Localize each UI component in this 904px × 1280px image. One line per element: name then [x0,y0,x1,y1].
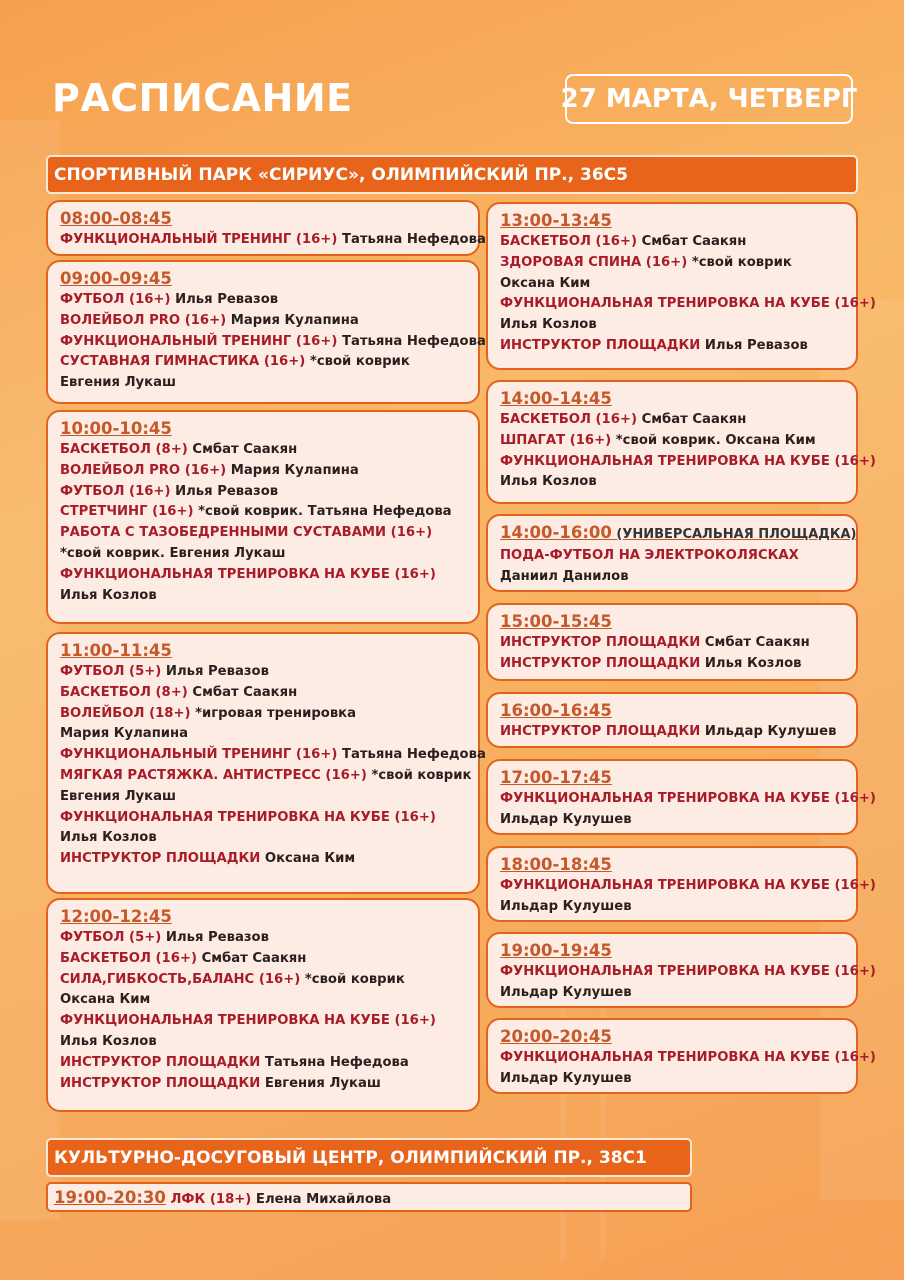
instructor-name: Илья Козлов [60,830,157,846]
instructor-name: *свой коврик [687,254,792,270]
slot-kdc-1900 [46,1182,692,1212]
schedule-line [60,352,478,373]
activity-name: БАСКЕТБОЛ (16+) [500,412,637,427]
slot-time: 14:00-14:45 [500,389,612,408]
schedule-line [60,787,478,808]
slot-1800 [486,846,876,922]
activity-name: ФУНКЦИОНАЛЬНЫЙ ТРЕНИНГ (16+) [60,333,338,349]
schedule-line [500,810,856,831]
instructor-name: Илья Козлов [500,317,597,333]
slot-time: 15:00-15:45 [500,612,612,631]
schedule-line [500,897,856,918]
slot-1300 [486,202,876,370]
instructor-name: Оксана Ким [260,851,356,867]
activity-name: ИНСТРУКТОР ПЛОЩАДКИ [60,1075,261,1091]
schedule-line [500,983,856,1004]
instructor-name: Даниил Данилов [500,568,629,584]
slot-1600 [486,692,858,748]
schedule-line [60,290,478,311]
venue-header-kdc: КУЛЬТУРНО-ДОСУГОВЫЙ ЦЕНТР, ОЛИМПИЙСКИЙ ПР., 38С1 [46,1138,692,1177]
schedule-line [60,828,478,849]
activity-name: ПОДА-ФУТБОЛ НА ЭЛЕКТРОКОЛЯСКАХ [500,548,799,563]
instructor-name: *свой коврик. Татьяна Нефедова [193,504,452,520]
schedule-line [60,230,486,251]
schedule-line [60,1053,478,1074]
slot-time: 08:00-08:45 [60,209,172,228]
schedule-line [500,232,856,253]
instructor-name: Мария Кулапина [60,726,189,742]
instructor-name: Илья Ревазов [170,483,279,499]
schedule-line [60,849,478,870]
activity-name: ФУТБОЛ (5+) [60,664,162,679]
schedule-line [500,431,856,452]
instructor-name: Илья Козлов [700,655,802,671]
activity-name: СТРЕТЧИНГ (16+) [60,504,194,520]
slot-note: (УНИВЕРСАЛЬНАЯ ПЛОЩАДКА) [611,527,857,542]
instructor-name: Смбат Саакян [196,950,307,966]
schedule-line [60,1011,478,1032]
instructor-name: Илья Козлов [60,1033,157,1049]
instructor-name: Татьяна Нефедова [337,747,486,763]
activity-name: ЛФК (18+) [165,1192,252,1207]
schedule-line [500,274,856,295]
schedule-line [60,704,478,725]
schedule-line [500,452,876,473]
schedule-line [60,662,478,683]
instructor-name: Евгения Лукаш [60,375,177,391]
activity-name: ФУНКЦИОНАЛЬНАЯ ТРЕНИРОВКА НА КУБЕ (16+) [60,809,436,825]
slot-time: 12:00-12:45 [60,907,172,926]
instructor-name: Ильдар Кулушев [500,984,632,1000]
schedule-line [60,949,478,970]
slot-1100 [46,632,486,894]
slot-time: 18:00-18:45 [500,855,612,874]
schedule-line [60,523,478,544]
slot-time: 11:00-11:45 [60,641,172,660]
slot-time: 16:00-16:45 [500,701,612,720]
instructor-name: Татьяна Нефедова [260,1054,409,1070]
schedule-line [60,373,478,394]
activity-name: ФУНКЦИОНАЛЬНАЯ ТРЕНИРОВКА НА КУБЕ (16+) [60,1013,436,1029]
activity-name: ШПАГАТ (16+) [500,432,612,448]
schedule-line [60,544,478,565]
schedule-line [500,962,876,983]
date-badge: 27 МАРТА, ЧЕТВЕРГ [565,74,853,124]
activity-name: ВОЛЕЙБОЛ (18+) [60,705,191,721]
instructor-name: Елена Михайлова [251,1192,392,1207]
instructor-name: Татьяна Нефедова [337,232,486,247]
instructor-name: Илья Ревазов [700,337,808,353]
schedule-line [60,1074,478,1095]
schedule-line [500,410,856,431]
instructor-name: Ильдар Кулушев [700,724,837,739]
activity-name: ИНСТРУКТОР ПЛОЩАДКИ [500,724,701,739]
schedule-line [500,1069,856,1090]
activity-name: ФУНКЦИОНАЛЬНАЯ ТРЕНИРОВКА НА КУБЕ (16+) [500,296,876,312]
instructor-name: *свой коврик. Евгения Лукаш [60,545,286,561]
venue-header-sirius: СПОРТИВНЫЙ ПАРК «СИРИУС», ОЛИМПИЙСКИЙ ПР., 36С5 [46,155,858,194]
activity-name: ВОЛЕЙБОЛ PRO (16+) [60,312,227,328]
instructor-name: Ильдар Кулушев [500,1070,632,1086]
schedule-line [60,766,478,787]
slot-time: 19:00-20:30 [54,1188,166,1207]
activity-name: БАСКЕТБОЛ (8+) [60,442,188,457]
slot-time: 13:00-13:45 [500,211,612,230]
slot-time-value: 14:00-16:00 [500,523,612,542]
slot-1500 [486,603,858,681]
slot-1900 [486,932,876,1008]
schedule-line [500,336,856,357]
slot-1700 [486,759,876,835]
activity-name: ФУНКЦИОНАЛЬНАЯ ТРЕНИРОВКА НА КУБЕ (16+) [500,791,876,806]
activity-name: СУСТАВНАЯ ГИМНАСТИКА (16+) [60,354,306,370]
instructor-name: Илья Козлов [500,474,597,490]
schedule-line [500,253,856,274]
instructor-name: *свой коврик [300,971,405,987]
schedule-line [500,546,856,567]
activity-name: БАСКЕТБОЛ (16+) [500,234,637,249]
instructor-name: Мария Кулапина [226,462,359,478]
schedule-line [60,724,478,745]
page-title: РАСПИСАНИЕ [52,76,353,120]
schedule-line [60,928,478,949]
instructor-name: *свой коврик. Оксана Ким [611,432,816,448]
slot-time [500,521,856,546]
instructor-name: Оксана Ким [60,992,151,1008]
slot-1200 [46,898,480,1112]
instructor-name: *свой коврик [305,354,410,370]
slot-1000 [46,410,480,624]
schedule-line [60,970,478,991]
instructor-name: Мария Кулапина [226,312,359,328]
slot-time: 10:00-10:45 [60,419,172,438]
activity-name: ФУНКЦИОНАЛЬНАЯ ТРЕНИРОВКА НА КУБЕ (16+) [500,878,876,893]
schedule-line [60,332,486,353]
activity-name: ИНСТРУКТОР ПЛОЩАДКИ [60,1054,261,1070]
slot-2000 [486,1018,876,1094]
schedule-line [500,633,856,654]
slot-1400-universal [486,514,858,592]
instructor-name: Смбат Саакян [636,234,747,249]
schedule-line [500,567,856,588]
slot-time: 20:00-20:45 [500,1027,612,1046]
schedule-line [500,654,856,675]
schedule-line [60,683,478,704]
schedule-line [60,586,478,607]
instructor-name: Илья Ревазов [161,930,269,945]
instructor-name: Евгения Лукаш [60,788,177,804]
activity-name: ФУНКЦИОНАЛЬНАЯ ТРЕНИРОВКА НА КУБЕ (16+) [60,566,436,582]
slot-0800 [46,200,486,256]
activity-name: ИНСТРУКТОР ПЛОЩАДКИ [500,635,701,650]
activity-name: ВОЛЕЙБОЛ PRO (16+) [60,462,227,478]
instructor-name: Илья Козлов [60,587,157,603]
activity-name: ИНСТРУКТОР ПЛОЩАДКИ [500,337,701,353]
instructor-name: Илья Ревазов [161,664,269,679]
instructor-name: Евгения Лукаш [260,1075,381,1091]
activity-name: ЗДОРОВАЯ СПИНА (16+) [500,254,688,270]
slot-1400 [486,380,876,504]
activity-name: ИНСТРУКТОР ПЛОЩАДКИ [500,655,701,671]
schedule-line [60,482,478,503]
schedule-line [60,440,478,461]
schedule-line [500,294,876,315]
schedule-line [60,502,478,523]
schedule-line [60,808,478,829]
instructor-name: Смбат Саакян [187,442,298,457]
schedule-line [60,990,478,1011]
activity-name: ФУНКЦИОНАЛЬНАЯ ТРЕНИРОВКА НА КУБЕ (16+) [500,964,876,979]
schedule-line [500,472,856,493]
activity-name: ФУТБОЛ (16+) [60,483,171,499]
slot-0900 [46,260,486,404]
schedule-line [60,461,478,482]
schedule-line [500,1048,876,1069]
schedule-line [500,722,856,743]
activity-name: РАБОТА С ТАЗОБЕДРЕННЫМИ СУСТАВАМИ (16+) [60,525,433,541]
activity-name: ФУНКЦИОНАЛЬНЫЙ ТРЕНИНГ (16+) [60,747,338,763]
instructor-name: Ильдар Кулушев [500,811,632,827]
activity-name: СИЛА,ГИБКОСТЬ,БАЛАНС (16+) [60,971,301,987]
activity-name: ФУНКЦИОНАЛЬНАЯ ТРЕНИРОВКА НА КУБЕ (16+) [500,1050,876,1065]
instructor-name: *свой коврик [366,767,472,783]
schedule-line [60,1032,478,1053]
instructor-name: Смбат Саакян [187,684,298,700]
activity-name: ФУТБОЛ (16+) [60,292,171,307]
slot-time: 17:00-17:45 [500,768,612,787]
schedule-line [60,311,478,332]
instructor-name: *игровая тренировка [190,705,357,721]
activity-name: БАСКЕТБОЛ (8+) [60,684,188,700]
schedule-line [500,789,876,810]
slot-time: 19:00-19:45 [500,941,612,960]
instructor-name: Смбат Саакян [700,635,810,650]
schedule-line [500,315,856,336]
slot-time: 09:00-09:45 [60,269,172,288]
schedule-line [60,745,486,766]
activity-name: ФУНКЦИОНАЛЬНЫЙ ТРЕНИНГ (16+) [60,232,338,247]
activity-name: БАСКЕТБОЛ (16+) [60,950,197,966]
instructor-name: Ильдар Кулушев [500,898,632,914]
instructor-name: Смбат Саакян [636,412,747,427]
activity-name: ИНСТРУКТОР ПЛОЩАДКИ [60,851,261,867]
instructor-name: Татьяна Нефедова [337,333,486,349]
instructor-name: Илья Ревазов [170,292,279,307]
activity-name: МЯГКАЯ РАСТЯЖКА. АНТИСТРЕСС (16+) [60,767,367,783]
schedule-line [500,876,876,897]
schedule-line [60,565,478,586]
instructor-name: Оксана Ким [500,275,591,291]
activity-name: ФУНКЦИОНАЛЬНАЯ ТРЕНИРОВКА НА КУБЕ (16+) [500,453,876,469]
activity-name: ФУТБОЛ (5+) [60,930,162,945]
